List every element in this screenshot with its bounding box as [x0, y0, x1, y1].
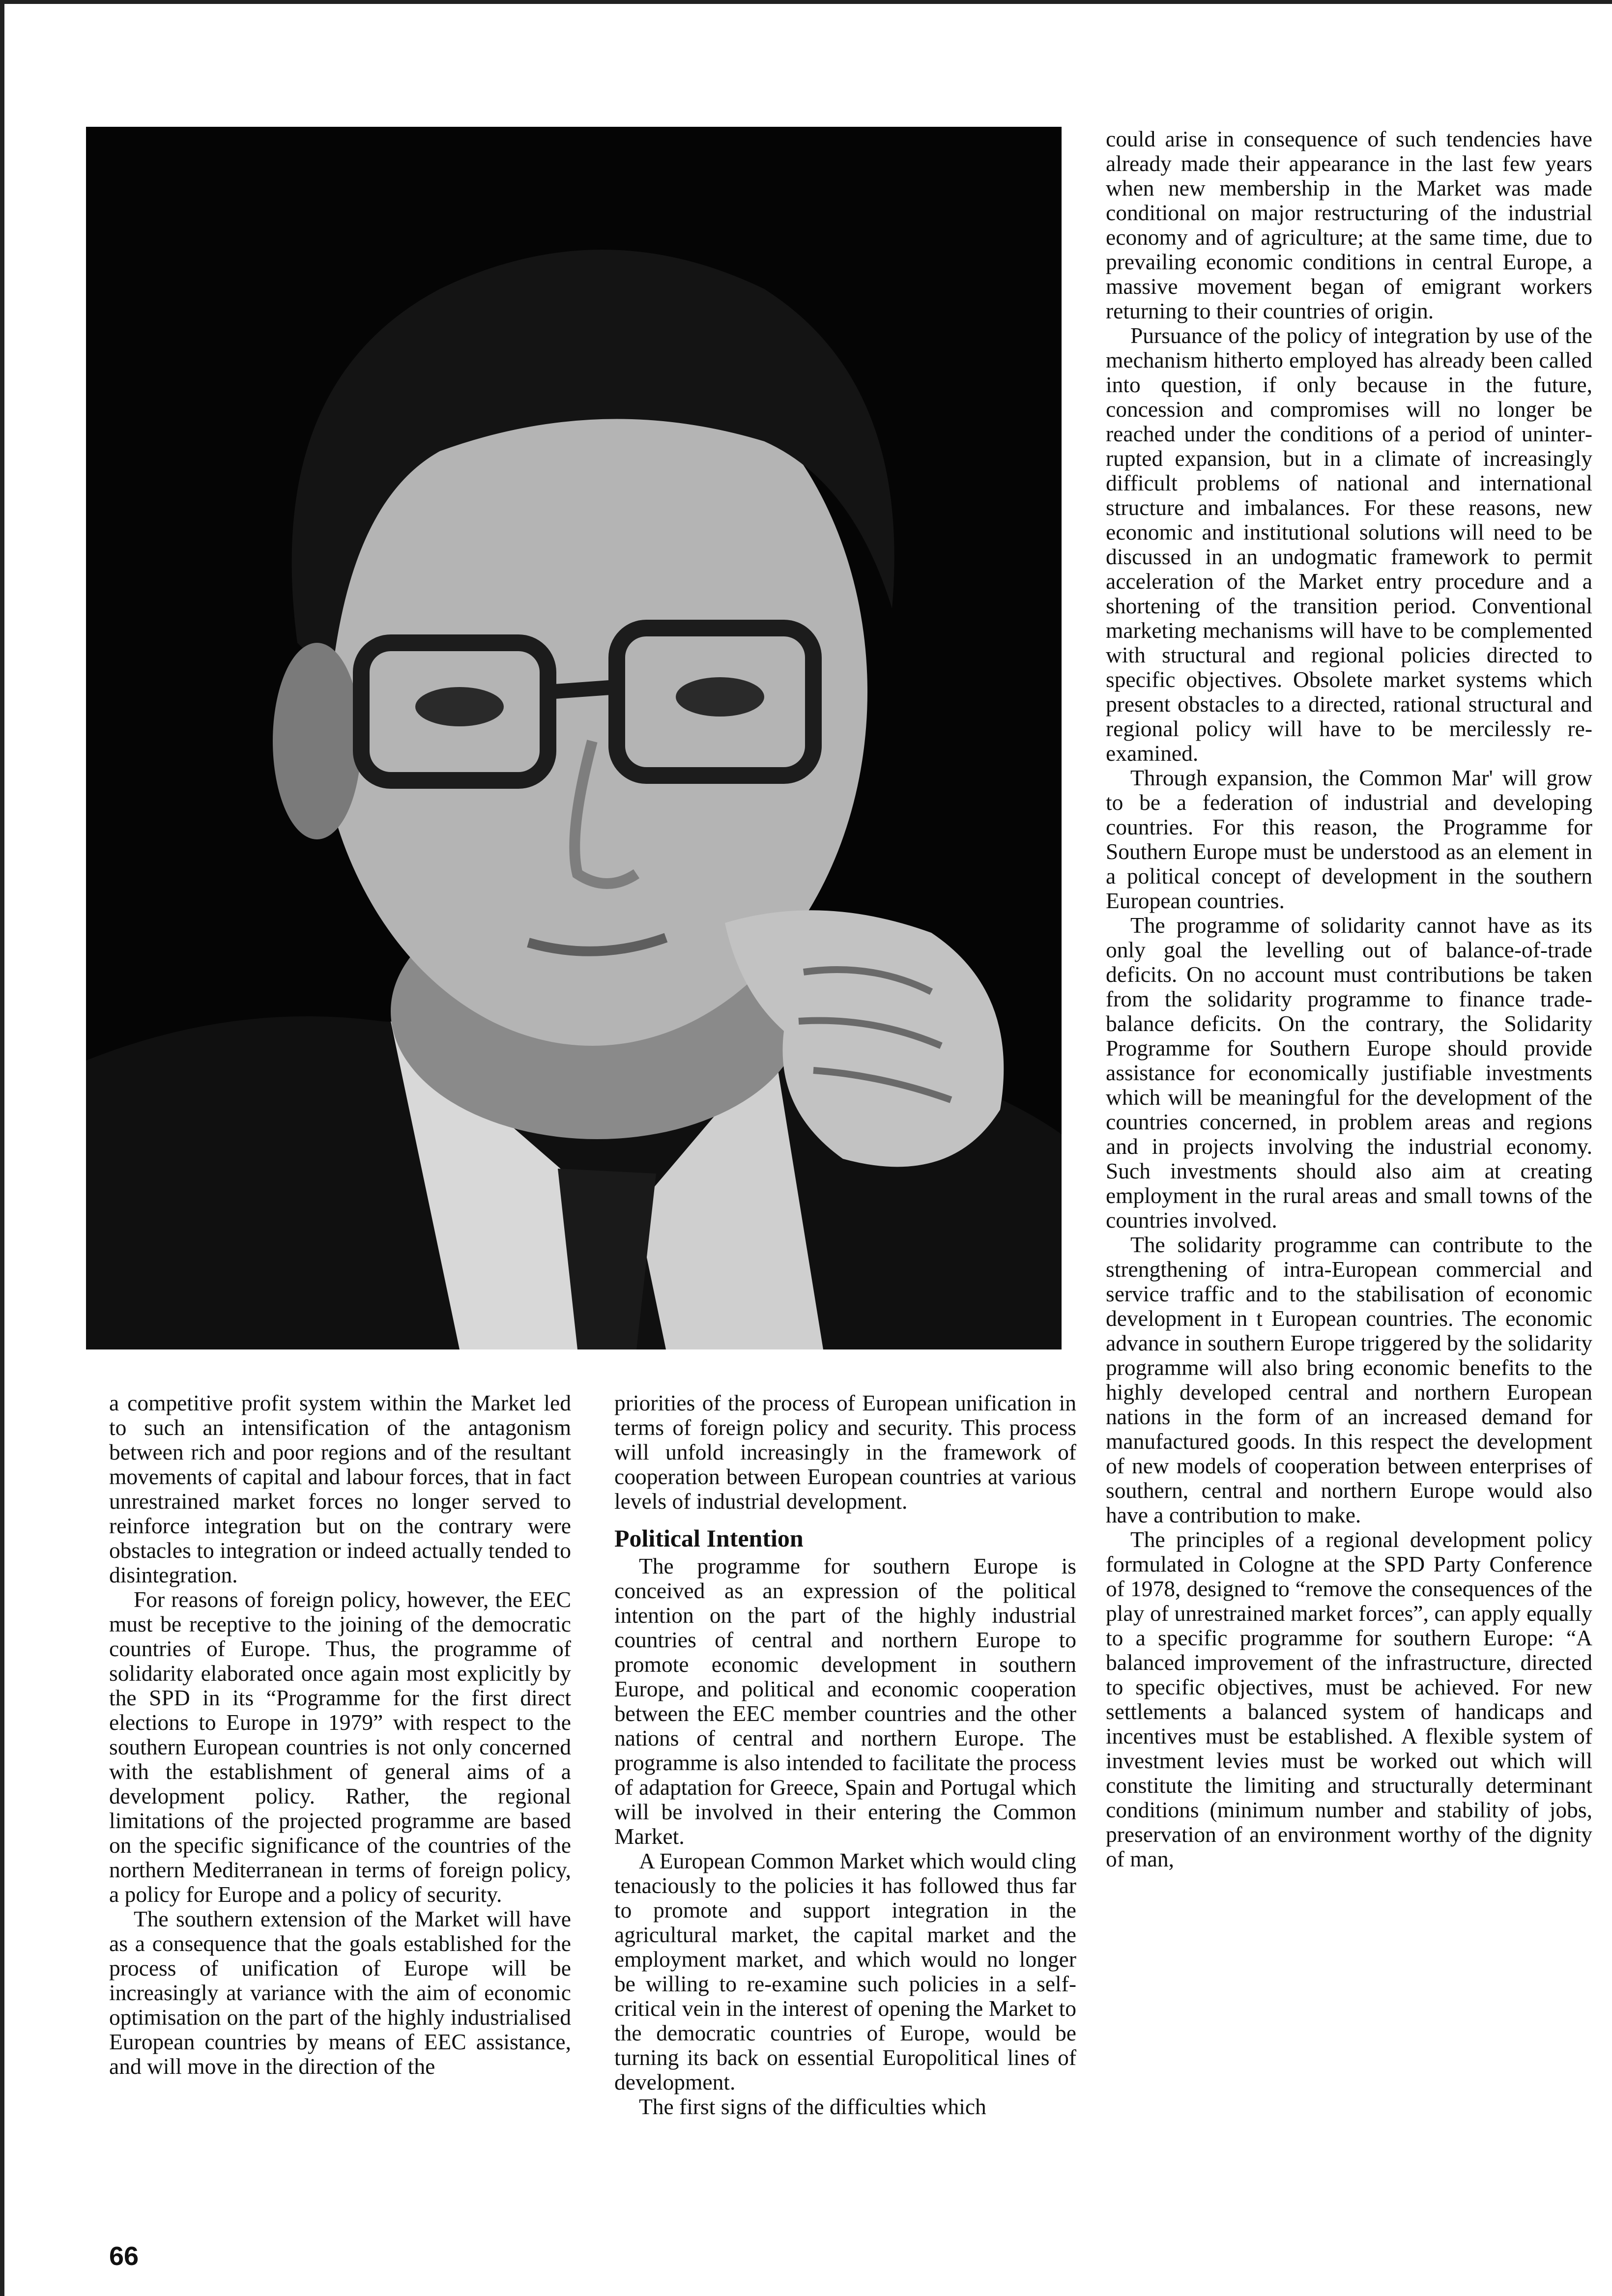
left-paragraph-3: The southern extension of the Market will have as a consequence that the goals established for the process of unification of Europe will be increasingly at variance with the aim of economic optimisation on the part of the highly industrialised European countries by means of EEC assistance, and will move in the direction of the	[109, 1906, 571, 2079]
portrait-photo	[86, 127, 1062, 1349]
portrait-photo-icon	[86, 127, 1062, 1349]
middle-paragraph-1: The programme for southern Europe is conceived as an expression of the political intention on the part of the highly industrial countries of central and northern Europe to promote economic development in southern Europe, and political and economic cooperation between the EEC member countries and the other nations of central and northern Europe. The programme is also intended to facilitate the process of adaptation for Greece, Spain and Portugal which will be involved in their entering the Common Market.	[614, 1553, 1076, 1849]
right-lead-paragraph: could arise in consequence of such tendencies have already made their appearance in the last few years when new membership in the Market was made conditional on major restructuring of the industrial economy and of agriculture; at the same time, due to prevailing economic conditions in central Europe, a massive movement began of emigrant workers returning to their countries of origin.	[1106, 127, 1592, 323]
middle-lead-paragraph: priorities of the process of European unification in terms of foreign policy and security. This process will unfold increasingly in the framework of cooperation between European countries at various levels of industrial development.	[614, 1391, 1076, 1514]
left-paragraph-2: For reasons of foreign policy, however, the EEC must be receptive to the joining of the democratic countries of Europe. Thus, the programme of solidarity elaborated once again most explicitly by the SPD in its “Programme for the first direct elections to Europe in 1979” with respect to the southern European countries is not only concerned with the establishment of general aims of a development policy. Rather, the regional limitations of the projected programme are based on the specific significance of the countries of the northern Mediterranean in terms of foreign policy, a policy for Europe and a policy of security.	[109, 1587, 571, 1907]
top-border-rule	[0, 0, 1612, 4]
left-paragraph-1: a competitive profit system within the Market led to such an intensification of the antagonism between rich and poor regions and of the resultant movements of capital and labour forces, that in fact unrestrained market forces no longer served to reinforce integration but on the contrary were obstacles to integration or indeed actually tended to disintegration.	[109, 1391, 571, 1587]
right-paragraph-2: Through expansion, the Common Mar' will grow to be a federation of industrial and developing countries. For this reason, the Programme for Southern Europe must be understood as an element in a political concept of development in the southern European countries.	[1106, 765, 1592, 913]
right-paragraph-4: The solidarity programme can contribute to the strengthening of intra-European commercial and service traffic and to the stabilisation of economic development in t European countries. The economic advance in southern Europe triggered by the solidarity programme will also bring economic benefits to the highly developed central and northern European nations in the form of an increased demand for manufactured goods. In this respect the development of new models of cooperation between enterprises of southern, central and northern Europe would also have a contribution to make.	[1106, 1232, 1592, 1527]
left-eye-shape	[415, 687, 504, 726]
right-paragraph-3: The programme of solidarity cannot have as its only goal the levelling out of balance-of-trade deficits. On no account must contributions be taken from the solidarity programme to finance trade-balance deficits. On the contrary, the Solidarity Programme for Southern Europe should provide assistance for economically justifiable investments which will be meaningful for the development of the countries concerned, in problem areas and regions and in projects involving the industrial economy. Such investments should also aim at creating employment in the rural areas and small towns of the countries involved.	[1106, 913, 1592, 1233]
middle-paragraph-3: The first signs of the difficulties which	[639, 2094, 986, 2119]
middle-paragraph-2: A European Common Market which would cling tenaciously to the policies it has followed thus far to promote and support integration in the agricultural market, the capital market and the employment market, and which would no longer be willing to re-examine such policies in a self-critical vein in the interest of opening the Market to the democratic countries of Europe, would be turning its back on essential Europolitical lines of development.	[614, 1848, 1076, 2095]
text-column-right	[1106, 127, 1592, 2240]
left-ear-shape	[273, 643, 361, 839]
text-column-middle	[614, 1391, 1076, 2221]
right-eye-shape	[676, 677, 764, 717]
right-paragraph-1: Pursuance of the policy of integration by use of the mechanism hitherto employed has already been called into question, if only because in the future, concession and compromises will no longer be reached under the conditions of a period of uninterrupted expansion, but in a climate of increasingly difficult problems of national and international structure and imbalances. For these reasons, new economic and institutional solutions will need to be discussed in an undogmatic framework to permit acceleration of the Market entry procedure and a shortening of the transition period. Conventional marketing mechanisms will have to be complemented with structural and regional policies directed to specific objectives. Obsolete market systems which present obstacles to a directed, rational structural and regional policy will have to be mercilessly re-examined.	[1106, 323, 1592, 766]
left-border-rule	[0, 0, 4, 2296]
section-heading: Political Intention	[614, 1524, 804, 1552]
page-number: 66	[109, 2241, 139, 2271]
right-paragraph-5: The principles of a regional development policy formulated in Cologne at the SPD Party Conference of 1978, designed to “remove the consequences of the play of unrestrained market forces”, can apply equally to a specific programme for southern Europe: “A balanced improvement of the infrastructure, directed to specific objectives, must be achieved. For new settlements a balanced system of handicaps and incentives must be established. A flexible system of investment levies must be worked out which will constitute the limiting and structurally determinant conditions (minimum number and stability of jobs, preservation of an environment worthy of the dignity of man,	[1106, 1527, 1592, 1871]
text-column-left	[109, 1391, 571, 2221]
glasses-bridge	[548, 687, 617, 692]
